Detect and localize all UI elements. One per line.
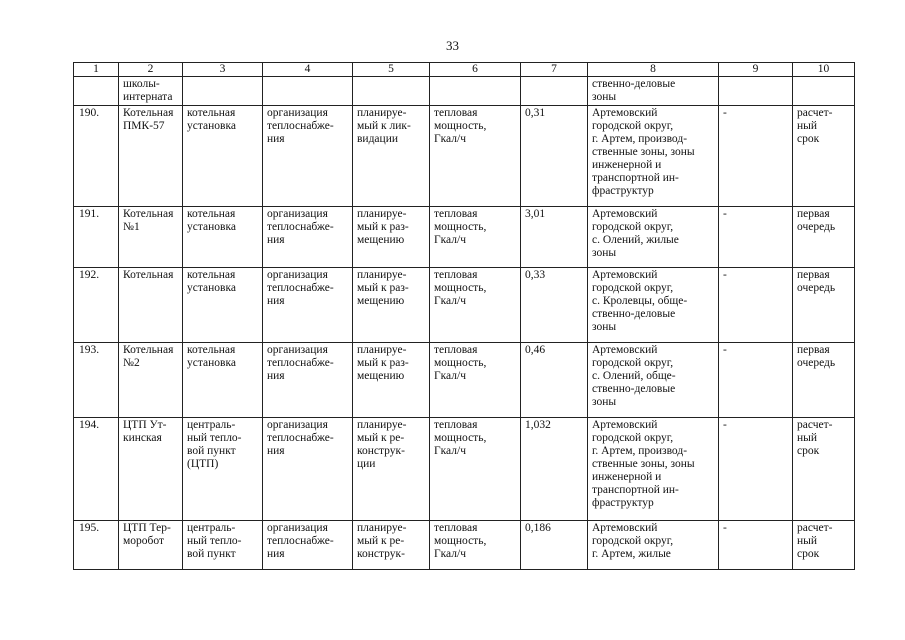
cell-text-line: организация <box>267 522 328 534</box>
cell-text-line: организация <box>267 208 328 220</box>
cell-text-line: очередь <box>797 357 836 369</box>
cell-text-line: планируе- <box>357 522 407 534</box>
cell-text-line: Артемовский <box>592 269 658 281</box>
cell-text-line: ЦТП Ут- <box>123 419 167 431</box>
status-cell <box>353 418 430 521</box>
column-number-cell: 1 <box>74 63 119 77</box>
object-type-cell <box>183 207 263 268</box>
purpose-cell <box>263 106 353 207</box>
cell-text-line: мый к раз- <box>357 282 409 294</box>
cell-text-line: срок <box>797 548 820 560</box>
cell-text-line: планируе- <box>357 107 407 119</box>
cell-text-line: 1,032 <box>525 419 551 431</box>
characteristic-cell <box>430 207 521 268</box>
cell-text-line: вой пункт <box>187 548 236 560</box>
cell-text-line: котельная <box>187 344 236 356</box>
value-cell <box>521 77 588 106</box>
object-name-cell <box>119 521 183 570</box>
cell-text-line: тепловая <box>434 269 478 281</box>
cell-text-line: Гкал/ч <box>434 234 466 246</box>
cell-text-line: мощность, <box>434 432 487 444</box>
protection-zone-cell <box>719 343 793 418</box>
cell-text-line: 0,186 <box>525 522 551 534</box>
cell-text-line: котельная <box>187 107 236 119</box>
value-cell <box>521 268 588 343</box>
cell-text-line: тепловая <box>434 522 478 534</box>
row-number-cell <box>74 343 119 418</box>
cell-text-line: теплоснабже- <box>267 432 334 444</box>
cell-text-line: ственно-деловые <box>592 383 676 395</box>
cell-text-line: ния <box>267 234 285 246</box>
cell-text-line: с. Кролевцы, обще- <box>592 295 688 307</box>
cell-text-line: городской округ, <box>592 535 674 547</box>
column-number-cell: 3 <box>183 63 263 77</box>
cell-text-line: конструк- <box>357 548 405 560</box>
status-cell <box>353 343 430 418</box>
table-body <box>74 63 855 570</box>
cell-text-line: мещению <box>357 370 405 382</box>
cell-text-line: очередь <box>797 221 836 233</box>
protection-zone-cell <box>719 207 793 268</box>
cell-text-line: фраструктур <box>592 185 654 197</box>
cell-text-line: с. Олений, обще- <box>592 370 676 382</box>
cell-text-line: ЦТП Тер- <box>123 522 171 534</box>
cell-text-line: городской округ, <box>592 221 674 233</box>
row-number-cell <box>74 418 119 521</box>
cell-text-line: Артемовский <box>592 419 658 431</box>
characteristic-cell <box>430 343 521 418</box>
cell-text-line: - <box>723 208 727 220</box>
term-cell <box>793 77 855 106</box>
cell-text-line: г. Артем, производ- <box>592 133 688 145</box>
status-cell <box>353 521 430 570</box>
object-type-cell <box>183 418 263 521</box>
cell-text-line: ственно-деловые <box>592 308 676 320</box>
cell-text-line: Котельная <box>123 344 174 356</box>
location-cell <box>588 521 719 570</box>
cell-text-line: ственные зоны, зоны <box>592 458 695 470</box>
cell-text-line: Артемовский <box>592 107 658 119</box>
cell-text-line: моробот <box>123 535 165 547</box>
cell-text-line: - <box>723 107 727 119</box>
object-type-cell <box>183 343 263 418</box>
cell-text-line: - <box>723 522 727 534</box>
purpose-cell <box>263 521 353 570</box>
purpose-cell <box>263 343 353 418</box>
term-cell <box>793 106 855 207</box>
cell-text-line: теплоснабже- <box>267 221 334 233</box>
cell-text-line: ния <box>267 133 285 145</box>
cell-text-line: инженерной и <box>592 471 662 483</box>
cell-text-line: организация <box>267 344 328 356</box>
cell-text-line: Котельная <box>123 269 174 281</box>
cell-text-line: городской округ, <box>592 357 674 369</box>
object-type-cell <box>183 268 263 343</box>
term-cell <box>793 268 855 343</box>
cell-text-line: 195. <box>79 522 100 534</box>
cell-text-line: 0,33 <box>525 269 546 281</box>
row-number-cell <box>74 77 119 106</box>
object-name-cell <box>119 343 183 418</box>
table-row <box>74 521 855 570</box>
data-table <box>73 62 855 570</box>
location-cell <box>588 77 719 106</box>
value-cell <box>521 106 588 207</box>
cell-text-line: ный <box>797 535 818 547</box>
cell-text-line: установка <box>187 120 236 132</box>
row-number-cell <box>74 207 119 268</box>
cell-text-line: ния <box>267 370 285 382</box>
cell-text-line: мещению <box>357 295 405 307</box>
cell-text-line: инженерной и <box>592 159 662 171</box>
protection-zone-cell <box>719 268 793 343</box>
cell-text-line: планируе- <box>357 208 407 220</box>
column-number-cell: 2 <box>119 63 183 77</box>
cell-text-line: теплоснабже- <box>267 357 334 369</box>
cell-text-line: мый к лик- <box>357 120 411 132</box>
cell-text-line: ции <box>357 458 376 470</box>
status-cell <box>353 268 430 343</box>
cell-text-line: тепловая <box>434 107 478 119</box>
location-cell <box>588 343 719 418</box>
purpose-cell <box>263 268 353 343</box>
cell-text-line: котельная <box>187 208 236 220</box>
table-row <box>74 268 855 343</box>
column-number-cell: 4 <box>263 63 353 77</box>
protection-zone-cell <box>719 106 793 207</box>
cell-text-line: 191. <box>79 208 100 220</box>
cell-text-line: ния <box>267 295 285 307</box>
cell-text-line: первая <box>797 269 830 281</box>
cell-text-line: №1 <box>123 221 140 233</box>
cell-text-line: котельная <box>187 269 236 281</box>
status-cell <box>353 77 430 106</box>
purpose-cell <box>263 418 353 521</box>
term-cell <box>793 343 855 418</box>
cell-text-line: №2 <box>123 357 140 369</box>
row-number-cell <box>74 268 119 343</box>
object-type-cell <box>183 106 263 207</box>
table-row <box>74 207 855 268</box>
cell-text-line: Котельная <box>123 208 174 220</box>
column-number-row <box>74 63 855 77</box>
cell-text-line: мый к раз- <box>357 357 409 369</box>
cell-text-line: 190. <box>79 107 100 119</box>
cell-text-line: установка <box>187 221 236 233</box>
status-cell <box>353 207 430 268</box>
cell-text-line: транспортной ин- <box>592 172 679 184</box>
value-cell <box>521 207 588 268</box>
column-number-cell: 6 <box>430 63 521 77</box>
cell-text-line: срок <box>797 445 820 457</box>
cell-text-line: вой пункт <box>187 445 236 457</box>
term-cell <box>793 207 855 268</box>
cell-text-line: конструк- <box>357 445 405 457</box>
cell-text-line: 3,01 <box>525 208 546 220</box>
table-row <box>74 77 855 106</box>
cell-text-line: (ЦТП) <box>187 458 219 470</box>
cell-text-line: установка <box>187 357 236 369</box>
column-number-cell: 9 <box>719 63 793 77</box>
cell-text-line: мещению <box>357 234 405 246</box>
purpose-cell <box>263 77 353 106</box>
cell-text-line: г. Артем, жилые <box>592 548 671 560</box>
page-number: 33 <box>446 38 459 53</box>
cell-text-line: мощность, <box>434 535 487 547</box>
object-name-cell <box>119 106 183 207</box>
row-number-cell <box>74 521 119 570</box>
cell-text-line: централь- <box>187 522 236 534</box>
cell-text-line: городской округ, <box>592 432 674 444</box>
cell-text-line: - <box>723 269 727 281</box>
term-cell <box>793 521 855 570</box>
cell-text-line: 0,31 <box>525 107 546 119</box>
object-name-cell <box>119 207 183 268</box>
cell-text-line: транспортной ин- <box>592 484 679 496</box>
cell-text-line: мый к раз- <box>357 221 409 233</box>
cell-text-line: организация <box>267 107 328 119</box>
cell-text-line: расчет- <box>797 522 833 534</box>
location-cell <box>588 207 719 268</box>
cell-text-line: мощность, <box>434 357 487 369</box>
value-cell <box>521 418 588 521</box>
cell-text-line: Гкал/ч <box>434 295 466 307</box>
cell-text-line: видации <box>357 133 399 145</box>
characteristic-cell <box>430 77 521 106</box>
protection-zone-cell <box>719 77 793 106</box>
column-number-cell: 8 <box>588 63 719 77</box>
cell-text-line: - <box>723 344 727 356</box>
cell-text-line: ния <box>267 548 285 560</box>
location-cell <box>588 418 719 521</box>
cell-text-line: зоны <box>592 91 617 103</box>
value-cell <box>521 521 588 570</box>
cell-text-line: ный тепло- <box>187 432 242 444</box>
cell-text-line: зоны <box>592 396 617 408</box>
protection-zone-cell <box>719 418 793 521</box>
cell-text-line: планируе- <box>357 419 407 431</box>
cell-text-line: мый к ре- <box>357 535 405 547</box>
cell-text-line: 193. <box>79 344 100 356</box>
cell-text-line: зоны <box>592 321 617 333</box>
cell-text-line: мощность, <box>434 120 487 132</box>
cell-text-line: городской округ, <box>592 120 674 132</box>
cell-text-line: Гкал/ч <box>434 133 466 145</box>
cell-text-line: с. Олений, жилые <box>592 234 679 246</box>
cell-text-line: фраструктур <box>592 497 654 509</box>
cell-text-line: Гкал/ч <box>434 445 466 457</box>
cell-text-line: ственные зоны, зоны <box>592 146 695 158</box>
table-row <box>74 343 855 418</box>
cell-text-line: тепловая <box>434 208 478 220</box>
cell-text-line: теплоснабже- <box>267 282 334 294</box>
cell-text-line: интерната <box>123 91 173 103</box>
location-cell <box>588 106 719 207</box>
cell-text-line: мощность, <box>434 221 487 233</box>
cell-text-line: зоны <box>592 247 617 259</box>
status-cell <box>353 106 430 207</box>
cell-text-line: первая <box>797 208 830 220</box>
cell-text-line: ственно-деловые <box>592 78 676 90</box>
cell-text-line: ный <box>797 432 818 444</box>
cell-text-line: ный <box>797 120 818 132</box>
cell-text-line: - <box>723 419 727 431</box>
cell-text-line: мый к ре- <box>357 432 405 444</box>
column-number-cell: 10 <box>793 63 855 77</box>
cell-text-line: г. Артем, производ- <box>592 445 688 457</box>
row-number-cell <box>74 106 119 207</box>
cell-text-line: планируе- <box>357 269 407 281</box>
cell-text-line: Артемовский <box>592 522 658 534</box>
column-number-cell: 5 <box>353 63 430 77</box>
cell-text-line: Котельная <box>123 107 174 119</box>
cell-text-line: 192. <box>79 269 100 281</box>
cell-text-line: очередь <box>797 282 836 294</box>
cell-text-line: ПМК-57 <box>123 120 165 132</box>
cell-text-line: срок <box>797 133 820 145</box>
object-name-cell <box>119 268 183 343</box>
cell-text-line: ния <box>267 445 285 457</box>
value-cell <box>521 343 588 418</box>
characteristic-cell <box>430 418 521 521</box>
cell-text-line: тепловая <box>434 419 478 431</box>
cell-text-line: теплоснабже- <box>267 535 334 547</box>
object-type-cell <box>183 77 263 106</box>
characteristic-cell <box>430 268 521 343</box>
cell-text-line: Гкал/ч <box>434 370 466 382</box>
cell-text-line: школы- <box>123 78 160 90</box>
cell-text-line: планируе- <box>357 344 407 356</box>
cell-text-line: 0,46 <box>525 344 546 356</box>
cell-text-line: теплоснабже- <box>267 120 334 132</box>
cell-text-line: городской округ, <box>592 282 674 294</box>
object-name-cell <box>119 418 183 521</box>
cell-text-line: Артемовский <box>592 344 658 356</box>
characteristic-cell <box>430 521 521 570</box>
cell-text-line: установка <box>187 282 236 294</box>
table-row <box>74 106 855 207</box>
purpose-cell <box>263 207 353 268</box>
cell-text-line: расчет- <box>797 419 833 431</box>
object-type-cell <box>183 521 263 570</box>
cell-text-line: 194. <box>79 419 100 431</box>
location-cell <box>588 268 719 343</box>
cell-text-line: ный тепло- <box>187 535 242 547</box>
cell-text-line: мощность, <box>434 282 487 294</box>
cell-text-line: организация <box>267 269 328 281</box>
cell-text-line: централь- <box>187 419 236 431</box>
table-row <box>74 418 855 521</box>
cell-text-line: тепловая <box>434 344 478 356</box>
object-name-cell <box>119 77 183 106</box>
protection-zone-cell <box>719 521 793 570</box>
cell-text-line: расчет- <box>797 107 833 119</box>
cell-text-line: организация <box>267 419 328 431</box>
cell-text-line: Артемовский <box>592 208 658 220</box>
cell-text-line: Гкал/ч <box>434 548 466 560</box>
cell-text-line: кинская <box>123 432 162 444</box>
characteristic-cell <box>430 106 521 207</box>
column-number-cell: 7 <box>521 63 588 77</box>
cell-text-line: первая <box>797 344 830 356</box>
term-cell <box>793 418 855 521</box>
